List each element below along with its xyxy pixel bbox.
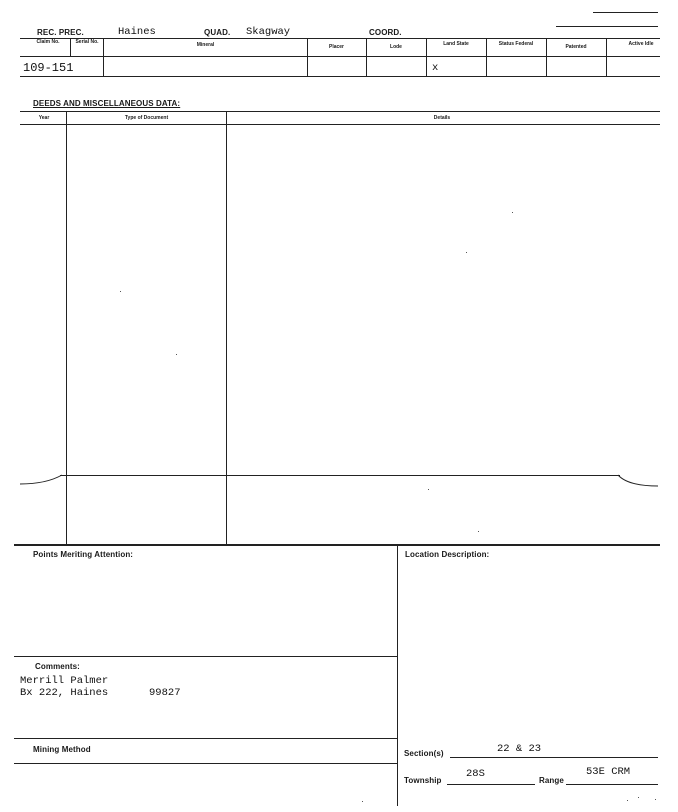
speck xyxy=(627,800,628,801)
section-label: Section(s) xyxy=(404,749,444,758)
section-blank xyxy=(450,757,658,758)
header-col-sep-7 xyxy=(546,38,547,76)
header-col-sep-5 xyxy=(426,38,427,76)
col-land-state: Land State xyxy=(443,41,469,47)
fold-line xyxy=(60,475,620,476)
land-state-mark: x xyxy=(432,62,439,74)
coord-label: COORD. xyxy=(369,28,402,37)
rec-prec-value: Haines xyxy=(118,26,156,38)
claim-number-value: 109-151 xyxy=(23,61,74,75)
mining-method-rule xyxy=(14,738,397,739)
col-serial-no: Serial No. xyxy=(75,39,99,45)
header-top-rule xyxy=(593,12,658,13)
speck xyxy=(638,797,639,798)
col-placer: Placer xyxy=(328,44,344,50)
rec-prec-label: REC. PREC. xyxy=(37,28,84,37)
lower-rule-top xyxy=(14,544,660,546)
quad-label: QUAD. xyxy=(204,28,231,37)
deeds-rule-header xyxy=(20,124,660,125)
deeds-title: DEEDS AND MISCELLANEOUS DATA: xyxy=(33,99,181,108)
col-status-federal: Status Federal xyxy=(498,41,534,47)
speck xyxy=(466,252,467,253)
header-col-sep-1 xyxy=(70,38,71,56)
location-description-label: Location Description: xyxy=(405,550,490,559)
deeds-col-sep-2 xyxy=(226,111,227,544)
col-lode: Lode xyxy=(390,44,402,50)
header-col-sep-6 xyxy=(486,38,487,76)
lower-center-divider xyxy=(397,544,398,806)
header-rule-2 xyxy=(20,56,660,57)
mining-method-underline xyxy=(14,763,397,764)
quad-value: Skagway xyxy=(246,26,291,38)
header-rule-3 xyxy=(20,76,660,77)
points-meriting-attention-label: Points Meriting Attention: xyxy=(33,550,134,559)
deeds-col-year: Year xyxy=(38,115,50,121)
deeds-rule-top xyxy=(20,111,660,112)
header-col-sep-8 xyxy=(606,38,607,76)
comments-label: Comments: xyxy=(35,662,80,671)
comments-rule xyxy=(14,656,397,657)
header-rule-1 xyxy=(20,38,660,39)
col-patented: Patented xyxy=(565,44,587,50)
speck xyxy=(478,531,479,532)
speck xyxy=(362,801,363,802)
header-col-sep-4 xyxy=(366,38,367,76)
comments-line-2-address: Bx 222, Haines xyxy=(20,687,109,699)
col-active-idle: Active Idle xyxy=(628,41,654,47)
deeds-col-details: Details xyxy=(433,115,451,121)
township-label: Township xyxy=(404,776,442,785)
mining-method-label: Mining Method xyxy=(33,745,91,754)
comments-line-1: Merrill Palmer xyxy=(20,675,109,687)
comments-line-2-zip: 99827 xyxy=(149,687,181,699)
fold-curl-left xyxy=(18,474,66,488)
header-col-sep-3 xyxy=(307,38,308,76)
speck xyxy=(512,212,513,213)
range-blank xyxy=(566,784,658,785)
township-value: 28S xyxy=(466,768,485,780)
deeds-col-type: Type of Document xyxy=(124,115,169,121)
col-claim-no: Claim No. xyxy=(36,39,60,45)
speck xyxy=(120,291,121,292)
col-mineral: Mineral xyxy=(196,42,215,48)
range-value: 53E CRM xyxy=(586,766,631,778)
header-top-rule-2 xyxy=(556,26,658,27)
township-blank xyxy=(447,784,535,785)
speck xyxy=(655,799,656,800)
deeds-col-sep-1 xyxy=(66,111,67,544)
speck xyxy=(176,354,177,355)
range-label: Range xyxy=(539,776,564,785)
section-value: 22 & 23 xyxy=(497,743,542,755)
fold-curl-right xyxy=(616,474,660,490)
speck xyxy=(428,489,429,490)
